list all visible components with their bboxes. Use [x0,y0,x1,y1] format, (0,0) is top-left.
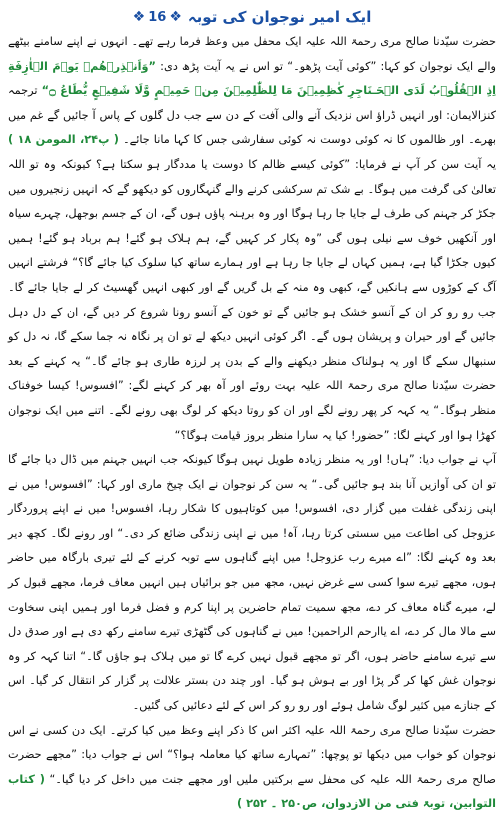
paragraph-text: حضرت سیّدنا صالح مری رحمۃ اللہ علیہ اکثر اس کا ذکر اپنے وعظ میں کیا کرتے۔ ایک دن کسی نے اس نوجوان کو خواب میں دیکھا تو پوچھا: ”تمہارے ساتھ کیا معاملہ ہوا؟“ اس نے جواب دیا: ”مجھے حضرت صالح مری رحمۃ اللہ علیہ کی محفل سے برکتیں ملیں اور مجھے جنت میں داخل کر دیا گیا۔“ [8,723,496,786]
page-title: ایک امیر نوجوان کی توبہ [187,8,372,26]
page-number-ornament [133,9,182,25]
ornament-icon: ❖ [169,9,182,25]
paragraph-text: آپ نے جواب دیا: ”ہاں! اور یہ منظر زیادہ طویل نہیں ہوگا کیونکہ جب انہیں جہنم میں ڈال دیا جائے گا تو ان کی آوازیں آنا بند ہو جائیں گی۔“ یہ سن کر نوجوان نے ایک چیخ ماری اور کہا: ”افسوس! میں نے اپنی زندگی غفلت میں گزار دی، افسوس! میں کوتاہیوں کا شکار رہا، افسوس! میں نے اپنے پروردگار عزوجل کی اطاعت میں سستی کرتا رہا، آہ! میں نے اپنی زندگی ضائع کر دی۔“ اور رونے لگا۔ کچھ دیر بعد وہ کہنے لگا: ”اے میرے رب عزوجل! میں اپنے گناہوں سے توبہ کرنے کے لئے تیری بارگاہ میں حاضر ہوں، مجھے تیرے سوا کسی سے غرض نہیں، مجھ میں جو برائیاں ہیں انہیں معاف فرما، مجھے قبول کر لے، میرے گناہ معاف کر دے، مجھ سمیت تمام حاضرین پر اپنا کرم و فضل فرما اور ہمیں اپنی سخاوت سے مالا مال کر دے، اے یاارحم الراحمین! میں نے گناہوں کی گٹھڑی تیرے سامنے رکھ دی ہے اور صدق دل سے تیرے سامنے حاضر ہوں، اگر تو مجھے قبول نہیں کرے گا تو میں ہلاک ہو جاؤں گا۔“ اتنا کہہ کر وہ نوجوان غش کھا کر گر پڑا اور بے ہوش ہو گیا۔ اور چند دن بستر علالت پر گزار کر انتقال کر گیا۔ اس کے جنازے میں کثیر لوگ شامل ہوئے اور رو رو کر اس کے لئے دعائیں کی گئیں۔ [8,453,496,713]
ornament-icon: ❖ [132,9,146,25]
paragraph [8,30,496,448]
article-body [8,30,496,817]
verse-reference: ( پ۲۴، المومن ۱۸ ) [8,133,119,147]
paragraph [8,448,496,719]
page-header [8,4,496,30]
paragraph [8,719,496,817]
paragraph-text: حضرت سیّدنا صالح مری رحمۃ اللہ علیہ ایک محفل میں وعظ فرما رہے تھے۔ انہوں نے اپنے سامنے بیٹھے والے ایک نوجوان کو کہا: ”کوئی آیت پڑھو۔“ تو اس نے یہ آیت پڑھ دی: [8,35,497,73]
source-citation: ( کتاب التوابین، توبۃ فتی من الازدوان، ص۲۵۰ ۔ ۲۵۲ ) [8,772,496,811]
page-number: 16 [148,9,167,25]
paragraph-text: یہ آیت سن کر آپ نے فرمایا: ”کوئی کیسے ظالم کا دوست یا مددگار ہو سکتا ہے؟ کیونکہ وہ تو اللہ تعالیٰ کی گرفت میں ہوگا۔ بے شک تم سرکشی کرنے والے گنہگاروں کو دیکھو گے کہ انہیں زنجیروں میں جکڑ کر جہنم کی طرف لے جایا جا رہا ہوگا اور وہ برہنہ پاؤں ہوں گے، ان کے جسم بوجھل، چہرے سیاہ اور آنکھیں خوف سے نیلی ہوں گی ”وہ پکار کر کہیں گے، ہم ہلاک ہو گئے! ہم برباد ہو گئے! ہمیں کیوں جکڑا گیا ہے، ہمیں کہاں لے جایا جا رہا ہے اور ہمارے ساتھ کیا سلوک کیا جائے گا؟“ فرشتے انہیں آگ کے کوڑوں سے ہانکیں گے، کبھی وہ منہ کے بل گریں گے اور کبھی انہیں گھسیٹ کر لے جایا جائے گا۔ جب رو رو کر ان کے آنسو خشک ہو جائیں گے تو خون کے آنسو رونا شروع کر دیں گے، ان کے دل دہل جائیں گے اور حیران و پریشان ہوں گے۔ اگر کوئی انہیں دیکھ لے تو ان پر نگاہ نہ جما سکے گا، نہ دل کو سنبھال سکے گا اور یہ ہولناک منظر دیکھنے والے کے بدن پر لرزہ طاری ہو جائے گا۔“ یہ کہنے کے بعد حضرت سیّدنا صالح مری رحمۃ اللہ علیہ بہت روئے اور آہ بھر کر کہنے لگے: ”افسوس! کیسا خوفناک منظر ہوگا۔“ یہ کہہ کر پھر رونے لگے اور ان کو روتا دیکھ کر لوگ بھی رونے لگے۔ اتنے میں ایک نوجوان کھڑا ہوا اور کہنے لگا: ”حضور! کیا یہ سارا منظر بروز قیامت ہوگا؟“ [8,157,496,442]
translation-text: ترجمہ کنزالایمان: اور انہیں ڈراؤ اس نزدیک آنے والی آفت کے دن سے جب دل گلوں کے پاس آ جائیں گے غم میں بھرے۔ اور ظالموں کا نہ کوئی دوست نہ کوئی سفارشی جس کا کہا مانا جائے۔ [8,84,496,147]
quran-verse: ”وَاَنۡذِرۡهُمۡ يَوۡمَ الۡاٰزِفَةِ اِذِ الۡقُلُوۡبُ لَدَى الۡحَـنَاجِرِ كٰظِمِيۡنَ مَا لِلظّٰلِمِيۡنَ مِنۡ حَمِيۡمٍ وَّلَا شَفِيۡعٍ يُّطَاعُ ۝“ [8,59,497,98]
